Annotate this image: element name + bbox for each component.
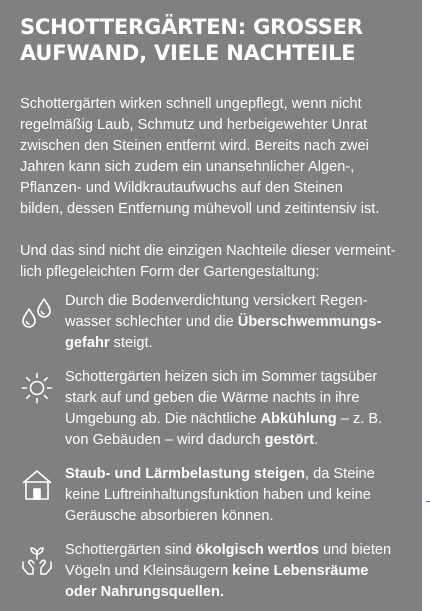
lead-line: Und das sind nicht die einzigen Nachteile dieser vermeint- xyxy=(20,243,396,259)
intro-line: Schottergärten wirken schnell ungepflegt, wenn nicht xyxy=(20,96,362,112)
emphasis: gefahr xyxy=(65,335,110,351)
item-line: von Gebäuden – wird dadurch gestört. xyxy=(65,432,319,448)
emphasis: gestört xyxy=(264,432,315,448)
item-line: Staub- und Lärmbelastung steigen, da Steine xyxy=(65,466,375,482)
item-line: gefahr steigt. xyxy=(65,335,153,351)
item-line: Geräusche absorbieren können. xyxy=(65,508,274,524)
list-item xyxy=(20,464,408,527)
intro-line: Jahren kann sich zudem ein unansehnlicher Algen-, xyxy=(20,159,355,175)
title-line: AUFWAND, VIELE NACHTEILE xyxy=(20,41,356,65)
water-drops-icon xyxy=(20,295,54,329)
item-text xyxy=(65,464,408,527)
item-line: Durch die Bodenverdichtung versickert Regen- xyxy=(65,293,368,309)
item-line: Schottergärten heizen sich im Sommer tagsüber xyxy=(65,369,378,385)
emphasis: oder Nahrungsquellen. xyxy=(65,584,224,600)
emphasis: Überschwemmungs- xyxy=(237,314,382,330)
intro-line: zwischen den Steinen entfernt wird. Bereits nach zwei xyxy=(20,138,369,154)
item-text xyxy=(65,540,408,603)
emphasis: Abkühlung xyxy=(260,411,337,427)
intro-paragraph xyxy=(20,94,408,220)
list-item xyxy=(20,540,408,603)
intro-line: bilden, dessen Entfernung mühevoll und zeitintensiv ist. xyxy=(20,201,380,217)
item-text xyxy=(65,291,408,354)
title-line: SCHOTTERGÄRTEN: GROSSER xyxy=(20,15,363,39)
edge-divider xyxy=(426,501,430,502)
list-item xyxy=(20,291,408,354)
item-line xyxy=(65,582,408,603)
item-line: keine Luftreinhaltungsfunktion haben und keine xyxy=(65,487,371,503)
hands-plant-icon xyxy=(20,544,54,578)
intro-line: Pflanzen- und Wildkrautaufwuchs auf den Steinen xyxy=(20,180,343,196)
page-title xyxy=(20,14,408,66)
sun-icon xyxy=(20,371,54,405)
emphasis: keine Lebensräume xyxy=(232,563,369,579)
house-icon xyxy=(20,468,54,502)
item-line: wasser schlechter und die Überschwemmungs- xyxy=(65,314,382,330)
item-line: stark auf und geben die Wärme nachts in ihre xyxy=(65,390,360,406)
lead-line: lich pflegeleichten Form der Gartengestaltung: xyxy=(20,264,320,280)
item-line: Vögeln und Kleinsäugern keine Lebensräume xyxy=(65,563,369,579)
emphasis: ökolgisch wertlos xyxy=(195,542,319,558)
item-line: Umgebung ab. Die nächtliche Abkühlung – z. B. xyxy=(65,411,383,427)
emphasis: Staub- und Lärmbelastung steigen xyxy=(65,466,306,482)
item-text xyxy=(65,367,408,451)
lead-paragraph xyxy=(20,241,408,283)
intro-line: regelmäßig Laub, Schmutz und herbeigewehter Unrat xyxy=(20,117,368,133)
item-line: Schottergärten sind ökolgisch wertlos und bieten xyxy=(65,542,392,558)
list-item xyxy=(20,367,408,451)
